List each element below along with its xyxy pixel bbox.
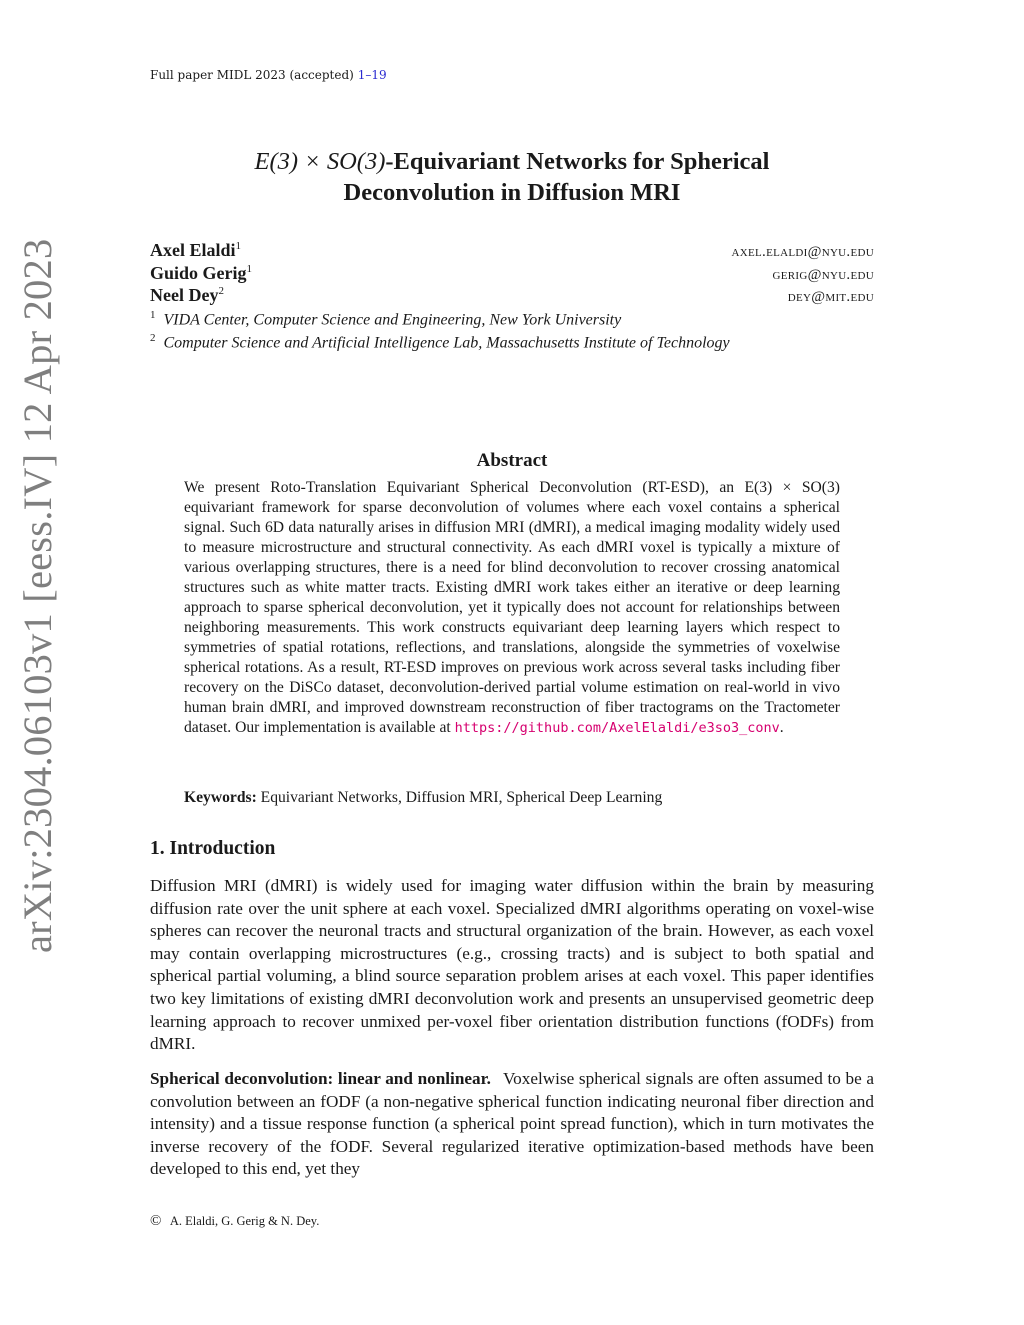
running-header: [150, 66, 387, 84]
arxiv-stamp: arXiv:2304.06103v1 [eess.IV] 12 Apr 2023: [15, 238, 60, 953]
affiliation: $^1$ VIDA Center, Computer Science and Engineering, New York University: [150, 309, 622, 329]
author-name: Neel Dey$^2$: [150, 285, 224, 305]
author-name: Axel Elaldi$^1$: [150, 240, 242, 260]
author-row: [150, 240, 874, 263]
abstract-heading: Abstract: [476, 450, 548, 471]
abstract-body: We present Roto-Translation Equivariant Spherical Deconvolution (RT-ESD), an E(3) × SO(3) equivariant framework for sparse deconvolution of volumes where each voxel contains a spherical signal. Such 6D data naturally arises in diffusion MRI (dMRI), a medical imaging modality widely used to measure microstructure and structural connectivity. As each dMRI voxel is typically a mixture of various overlapping structures, there is a need for blind deconvolution to recover crossing anatomical structures such as white matter tracts. Existing dMRI work takes either an iterative or deep learning approach to sparse spherical deconvolution, yet it typically does not account for relationships between neighboring measurements. This work constructs equivariant deep learning layers which respect to symmetries of spatial rotations, reflections, and translations, alongside the symmetries of voxelwise spherical rotations. As a result, RT-ESD improves on previous work across several tasks including fiber recovery on the DiSCo dataset, deconvolution-derived partial volume estimation on real-world in vivo human brain dMRI, and improved downstream reconstruction of fiber tractograms on the Tractometer dataset. Our implementation is available at https://github.com/AxelElaldi/e3so3_conv.: [184, 479, 840, 736]
affiliation-list: [150, 309, 874, 355]
author-row: [150, 263, 874, 286]
author-row: [150, 285, 874, 308]
section-heading-introduction: 1. Introduction: [150, 838, 276, 859]
github-link[interactable]: https://github.com/AxelElaldi/e3so3_conv: [454, 720, 780, 736]
author-email[interactable]: dey@mit.edu: [787, 289, 874, 305]
keywords: [184, 789, 840, 807]
affiliation: $^2$ Computer Science and Artificial Intelligence Lab, Massachusetts Institute of Technology: [150, 332, 730, 352]
author-email[interactable]: gerig@nyu.edu: [772, 266, 874, 283]
title-math: E(3) × SO(3): [254, 148, 386, 175]
intro-paragraph-2: Spherical deconvolution: linear and nonlinear. Voxelwise spherical signals are often assumed to be a convolution between an fODF (a non-negative spherical function indicating neuronal fiber direction and intensity) and a tissue response function (a spherical point spread function), which in turn motivates the inverse recovery of the fODF. Several regularized iterative optimization-based methods have been developed to this end, yet they: [150, 1069, 875, 1179]
author-name: Guido Gerig$^1$: [150, 262, 253, 283]
paper-title: [0, 146, 1024, 208]
copyright-icon: ©: [150, 1213, 162, 1229]
header-venue: Full paper MIDL 2023 (accepted): [150, 68, 354, 82]
author-email[interactable]: axel.elaldi@nyu.edu: [731, 244, 874, 260]
keywords-label: Keywords:: [184, 789, 257, 806]
author-list: [150, 240, 874, 308]
page-range-link[interactable]: 1–19: [357, 68, 387, 82]
title-line-1: E(3) × SO(3)-Equivariant Networks for Spherical: [254, 148, 770, 175]
intro-paragraph-1: Diffusion MRI (dMRI) is widely used for imaging water diffusion within the brain by measuring diffusion rate over the unit sphere at each voxel. Specialized dMRI algorithms operating on voxel-wise spheres can recover the neuronal tracts and structural organization of the brain. However, as each voxel may contain overlapping microstructures (e.g., crossing tracts) and is subject to both spatial and spherical partial voluming, a blind source separation problem arises at each voxel. This paper identifies two key limitations of existing dMRI deconvolution work and presents an unsupervised geometric deep learning approach to recover unmixed per-voxel fiber orientation distribution functions (fODFs) from dMRI.: [150, 876, 874, 1054]
keywords-text: Equivariant Networks, Diffusion MRI, Spherical Deep Learning: [260, 789, 663, 806]
copyright-footer: © A. Elaldi, G. Gerig & N. Dey.: [150, 1213, 320, 1229]
paragraph-heading: Spherical deconvolution: linear and nonlinear.: [150, 1069, 491, 1088]
title-line-2: Deconvolution in Diffusion MRI: [343, 179, 681, 206]
